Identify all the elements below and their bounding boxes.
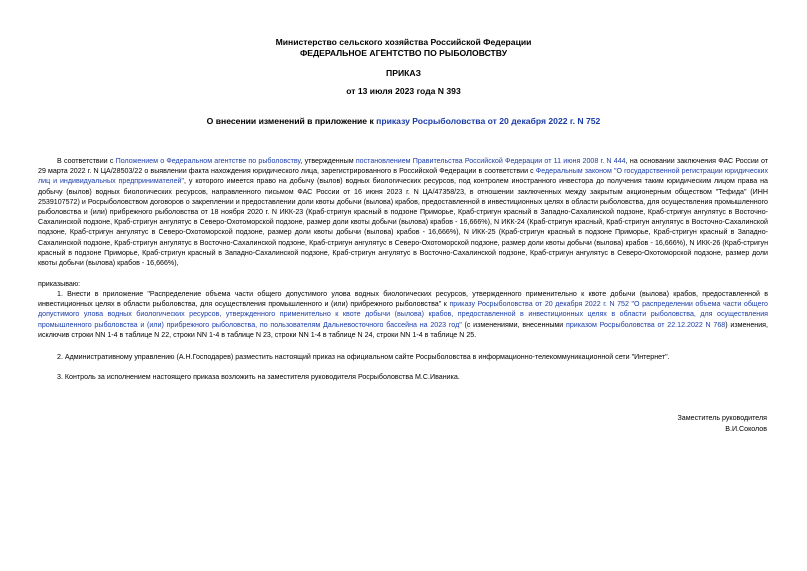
- item-2-paragraph: 2. Административному управлению (А.Н.Господарев) разместить настоящий приказ на официальном сайте Росрыболовства в информационно-телекоммуникационной сети "Интернет".: [57, 353, 670, 361]
- preamble-paragraph: [38, 156, 768, 268]
- federal-law-link[interactable]: Федеральным законом "О государственной регистрации юридических лиц и индивидуальных предпринимателей": [38, 167, 768, 186]
- p1-text-2: , утвержденным: [300, 157, 356, 165]
- agency-name: ФЕДЕРАЛЬНОЕ АГЕНТСТВО ПО РЫБОЛОВСТВУ: [299, 48, 508, 58]
- order-752-link[interactable]: приказу Росрыболовства от 20 декабря 2022 г. N 752 "О распределении объема части общего допустимого улова водных биологических ресурсов, утвержденного применительно к квоте добычи (вылова) крабов, предоставленной в инвестиционных целях в области рыболовства, для осуществления промышленного рыболовства и (или) прибрежного рыболовства, по пользователям Дальневосточного бассейна на 2023 год": [38, 300, 768, 329]
- order-clause: приказываю:: [38, 280, 81, 288]
- ministry-name: Министерство сельского хозяйства Российской Федерации: [275, 37, 532, 47]
- document-date-number: от 13 июля 2023 года N 393: [346, 86, 461, 96]
- p1-text-1: В соответствии с: [57, 157, 116, 165]
- document-type: ПРИКАЗ: [386, 68, 421, 78]
- signatory-name: В.И.Соколов: [725, 425, 767, 433]
- p1-text-3: , на основании заключения ФАС России от 29 марта 2022 г. N ЦА/28503/22 о выявлении факта нахождения юридического лица, зарегистрированного в Российской Федерации в соответствии с: [38, 157, 769, 176]
- p1-text-4: , у которого имеется право на добычу (вылов) водных биологических ресурсов, под контролем иностранного инвестора до получения таким юридическим лицом права на добычу (вылов) водных биологических ресурсов, направленного письмом ФАС России от 16 июня 2023 г. N ЦА/47358/23, в отношении заключенных между закрытым акционерным обществом "Тефида" (ИНН 2539107572) и Росрыболовством договоров о закреплении и предоставлении доли квоты добычи (вылова) крабов, предоставленной в инвестиционных целях в области рыболовства, для осуществления промышленного рыболовства и (или) прибрежного рыболовства от 18 ноября 2020 г. N ИКК-23 (Краб-стригун красный в подзоне Приморье, Краб-стригун красный в Западно-Сахалинской подзоне, Краб-стригун ангулятус в Восточно-Сахалинской подзоне, Краб-стригун ангулятус в Северо-Охотоморской подзоне, размер доли квоты добычи (вылова) крабов - 16,666%), N ИКК-24 (Краб-стригун красный, Краб-стригун ангулятус в Восточно-Сахалинской подзоне, Краб-стригун ангулятус в Северо-Охотоморской подзоне, размер доли квоты добычи (вылова) крабов - 16,666%), N ИКК-25 (Краб-стригун красный в подзоне Приморье, Краб-стригун красный в Западно-Сахалинской подзоне, Краб-стригун ангулятус в Восточно-Сахалинской подзоне, Краб-стригун ангулятус в Северо-Охотоморской подзоне, размер доли квоты добычи (вылова) крабов - 16,666%), N ИКК-26 (Краб-стригун красный в подзоне Приморье, Краб-стригун красный в Западно-Сахалинской подзоне, Краб-стригун ангулятус в Восточно-Сахалинской подзоне, Краб-стригун ангулятус в Северо-Охотоморской подзоне, размер доли квоты добычи (вылова) крабов - 16,666%),: [38, 177, 769, 268]
- government-decree-link[interactable]: постановлением Правительства Российской Федерации от 11 июня 2008 г. N 444: [355, 157, 626, 165]
- order-768-link[interactable]: приказом Росрыболовства от 22.12.2022 N 768: [566, 320, 726, 329]
- signatory-position: Заместитель руководителя: [677, 414, 767, 422]
- p3-text-3: ) изменения, исключив строки NN 1-4 в таблице N 22, строки NN 1-4 в таблице N 23, строки NN 1-4 в таблице N 24, строки NN 1-4 в таблице N 25.: [38, 320, 768, 339]
- document-title: [0, 116, 807, 126]
- p3-text-2: (с изменениями, внесенными: [461, 320, 567, 329]
- title-prefix: О внесении изменений в приложение к: [206, 116, 377, 126]
- regulation-link[interactable]: Положением о Федеральном агентстве по рыболовству: [115, 157, 301, 165]
- item-1-paragraph: [38, 289, 768, 340]
- p3-text-1: 1. Внести в приложение "Распределение объема части общего допустимого улова водных биологических ресурсов, утвержденного применительно к квоте добычи (вылова) крабов, предоставленной в инвестиционных целях в области рыболовства, для осуществления промышленного и (или) прибрежного рыболовства" к: [38, 290, 768, 309]
- item-3-paragraph: 3. Контроль за исполнением настоящего приказа возложить на заместителя руководителя Росрыболовства М.С.Иваника.: [57, 373, 460, 381]
- title-order-link[interactable]: приказу Росрыболовства от 20 декабря 2022 г. N 752: [376, 116, 601, 126]
